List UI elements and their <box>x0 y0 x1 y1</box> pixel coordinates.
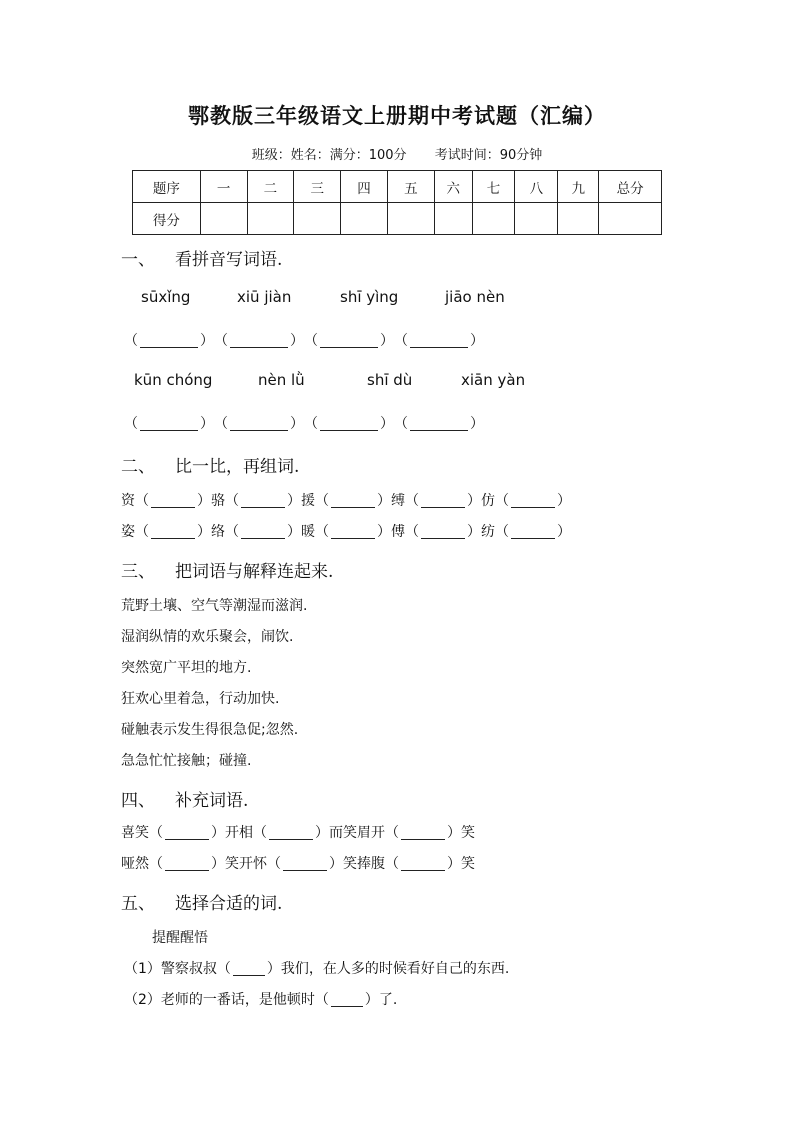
score-cell[interactable] <box>294 203 341 235</box>
score-cell[interactable] <box>387 203 434 235</box>
score-header-cell: 二 <box>247 171 294 203</box>
pinyin-item: shī dù <box>367 371 413 389</box>
score-table <box>132 170 662 235</box>
score-header-cell: 六 <box>434 171 472 203</box>
answer-blank[interactable] <box>511 495 555 508</box>
compare-item: 暖（ ） <box>301 524 391 540</box>
score-header-cell: 题序 <box>133 171 201 203</box>
score-cell[interactable] <box>558 203 599 235</box>
answer-blank[interactable] <box>151 495 195 508</box>
section-3-heading <box>121 557 333 582</box>
section-number: 二、 <box>121 457 155 477</box>
answer-blank[interactable] <box>331 526 375 539</box>
section-title: 选择合适的词. <box>175 894 283 914</box>
match-line: 突然宽广平坦的地方. <box>121 660 252 676</box>
score-row-label: 得分 <box>133 203 201 235</box>
answer-blank[interactable] <box>401 827 445 840</box>
pinyin-item: kūn chóng <box>134 371 213 389</box>
match-line: 狂欢心里着急，行动加快. <box>121 691 280 707</box>
answer-blank[interactable] <box>269 827 313 840</box>
answer-blank[interactable]: （ ） <box>214 416 304 432</box>
answer-blank[interactable] <box>241 495 285 508</box>
page-title: 鄂教版三年级语文上册期中考试题（汇编） <box>188 103 606 128</box>
exam-time-label: 考试时间：90分钟 <box>434 148 543 163</box>
section-number: 三、 <box>121 562 155 582</box>
answer-blank[interactable] <box>401 858 445 871</box>
answer-blank[interactable]: （ ） <box>304 333 394 349</box>
answer-blank[interactable] <box>283 858 327 871</box>
compare-item: 纺（ ） <box>481 524 571 540</box>
answer-blank[interactable]: （ ） <box>394 333 484 349</box>
compare-row-1 <box>121 490 571 510</box>
answer-blank[interactable] <box>165 858 209 871</box>
score-cell[interactable] <box>247 203 294 235</box>
section-number: 五、 <box>121 894 155 914</box>
exam-info <box>0 144 794 163</box>
pinyin-answer-row-2 <box>124 413 484 433</box>
score-header-cell: 一 <box>200 171 247 203</box>
score-cell[interactable] <box>515 203 558 235</box>
score-header-cell: 五 <box>387 171 434 203</box>
section-1-heading <box>121 245 282 270</box>
score-header-cell: 八 <box>515 171 558 203</box>
section-number: 一、 <box>121 250 155 270</box>
answer-blank[interactable] <box>511 526 555 539</box>
section-title: 补充词语. <box>175 791 249 811</box>
compare-item: 傅（ ） <box>391 524 481 540</box>
class-name-label: 班级：姓名：满分：100分 <box>251 148 407 163</box>
match-line: 湿润纵情的欢乐聚会，闹饮. <box>121 629 294 645</box>
answer-blank[interactable] <box>151 526 195 539</box>
answer-blank[interactable] <box>331 994 363 1007</box>
word-choices: 提醒醒悟 <box>152 930 208 946</box>
answer-blank[interactable] <box>331 495 375 508</box>
answer-blank[interactable]: （ ） <box>304 416 394 432</box>
section-2-heading <box>121 452 299 477</box>
pinyin-item: nèn lǜ <box>258 371 305 389</box>
question-1: （1）警察叔叔（ ）我们，在人多的时候看好自己的东西. <box>124 961 510 977</box>
compare-item: 仿（ ） <box>481 493 571 509</box>
compare-item: 缚（ ） <box>391 493 481 509</box>
pinyin-item: sūxǐng <box>141 288 191 306</box>
answer-blank[interactable] <box>165 827 209 840</box>
score-header-cell: 总分 <box>599 171 662 203</box>
answer-blank[interactable] <box>233 963 265 976</box>
pinyin-item: shī yìng <box>340 288 399 306</box>
compare-item: 骆（ ） <box>211 493 301 509</box>
compare-item: 络（ ） <box>211 524 301 540</box>
section-4-heading <box>121 786 248 811</box>
section-title: 看拼音写词语. <box>175 250 283 270</box>
score-cell[interactable] <box>599 203 662 235</box>
answer-blank[interactable]: （ ） <box>124 333 214 349</box>
score-cell[interactable] <box>434 203 472 235</box>
match-line: 碰触表示发生得很急促;忽然. <box>121 722 299 738</box>
score-cell[interactable] <box>200 203 247 235</box>
pinyin-item: xiū jiàn <box>237 288 292 306</box>
answer-blank[interactable] <box>421 526 465 539</box>
section-5-heading <box>121 889 282 914</box>
section-title: 把词语与解释连起来. <box>175 562 334 582</box>
question-2: （2）老师的一番话，是他顿时（ ）了. <box>124 992 398 1008</box>
pinyin-answer-row-1 <box>124 330 484 350</box>
pinyin-item: jiāo nèn <box>445 288 505 306</box>
compare-row-2 <box>121 521 571 541</box>
score-header-cell: 四 <box>341 171 388 203</box>
compare-item: 援（ ） <box>301 493 391 509</box>
match-line: 急急忙忙接触；碰撞. <box>121 753 252 769</box>
pinyin-item: xiān yàn <box>461 371 526 389</box>
answer-blank[interactable]: （ ） <box>394 416 484 432</box>
section-number: 四、 <box>121 791 155 811</box>
score-table-score-row <box>133 203 662 235</box>
compare-item: 姿（ ） <box>121 524 211 540</box>
supplement-row-1: 喜笑（ ）开相（ ）而笑眉开（ ）笑 <box>121 825 475 841</box>
answer-blank[interactable]: （ ） <box>214 333 304 349</box>
answer-blank[interactable] <box>421 495 465 508</box>
supplement-row-2: 哑然（ ）笑开怀（ ）笑捧腹（ ）笑 <box>121 856 475 872</box>
match-line: 荒野土壤、空气等潮湿而滋润. <box>121 598 308 614</box>
score-cell[interactable] <box>341 203 388 235</box>
compare-item: 资（ ） <box>121 493 211 509</box>
score-table-header-row <box>133 171 662 203</box>
score-cell[interactable] <box>472 203 515 235</box>
score-header-cell: 三 <box>294 171 341 203</box>
answer-blank[interactable] <box>241 526 285 539</box>
score-header-cell: 九 <box>558 171 599 203</box>
score-header-cell: 七 <box>472 171 515 203</box>
answer-blank[interactable]: （ ） <box>124 416 214 432</box>
section-title: 比一比，再组词. <box>175 457 300 477</box>
